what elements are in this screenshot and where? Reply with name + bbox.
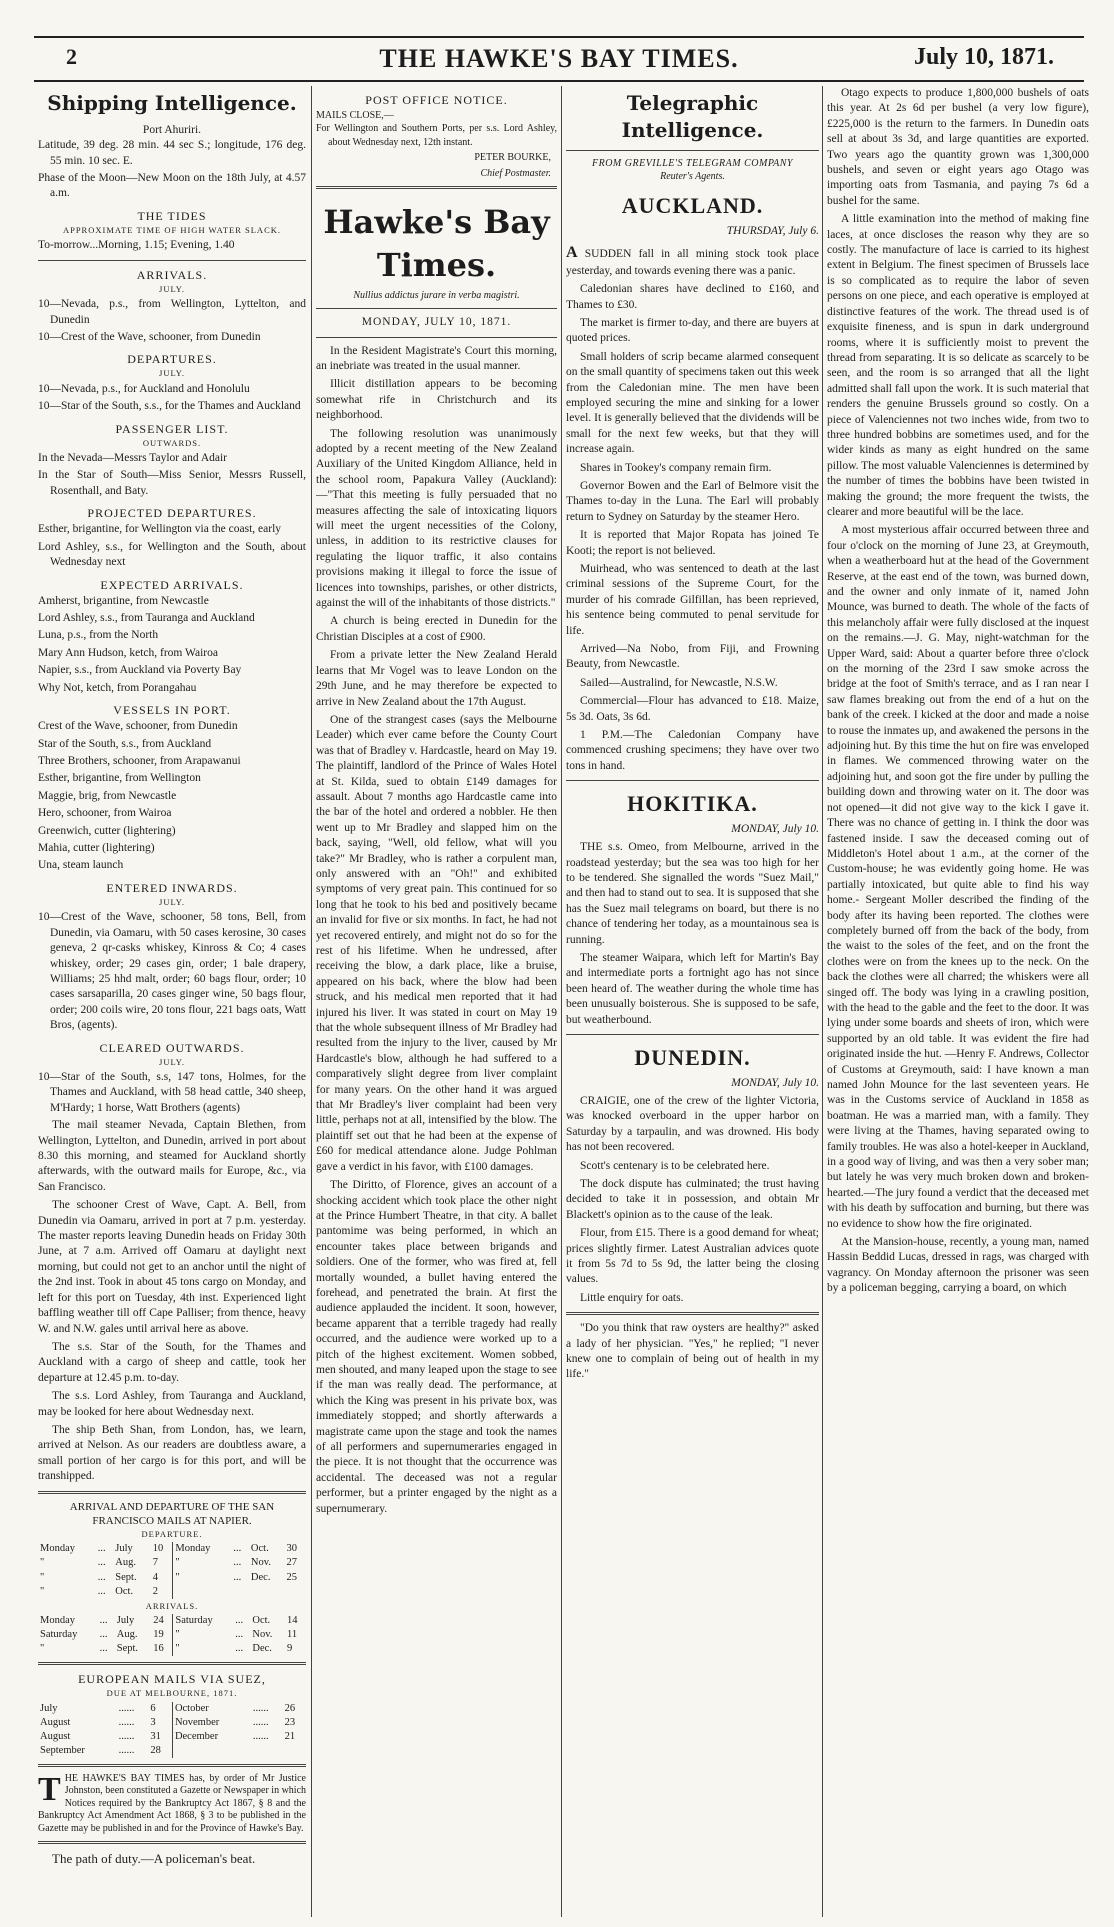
article-paragraph: One of the strangest cases (says the Melbourne Leader) which ever came before the County Court was that of Bradley v. Hardcastle, heard on May 19. The plaintiff, landlord of the Prince of Wales Hotel at St. Kilda, sued to obtain £149 damages for assault. About 7 months ago Hardcastle came into the bar of the hotel and ordered a nobbler. He then went up to Mr Bradley and slapped him on the back, saying, "Well, old fellow, what will you take?" Mr Bradley, who is rather a corpulent man, only answered with an "Oh!" and exhibited symptoms of very great pain. This continued for so long that he took to his bed and positively became an invalid for five or six months. In fact, he had not yet recovered entirely, and might not do so for the rest of his lifetime. When he undressed, after receiving the blow, a dark place, like a bruise, appeared on his back, where the blow had been struck, and his medical men reported that it had injured his liver. It was stated in court on May 19 that the whole subsequent illness of Mr Bradley had resulted from the injury to the liver, caused by Mr Hardcastle's blow, although he had suffered to a comparatively slight degree from liver complaint for many years. On the other hand it was argued that Mr Bradley's liver complaint had been very little, perhaps not at all, intensified by the blow. The plaintiff set out that he had been at the expense of £60 for medical attendance alone. Judge Pohlman gave a verdict in his favor, with £100 damages. — [316, 713, 557, 1173]
paper-nameplate: Hawke's Bay Times. — [323, 203, 550, 284]
latlong: Latitude, 39 deg. 28 min. 44 sec S.; longitude, 176 deg. 55 min. 10 sec. E. — [38, 139, 306, 167]
cell: ... — [97, 1557, 106, 1569]
list-item: Why Not, ketch, from Porangahau — [38, 681, 197, 694]
table-row — [38, 1642, 306, 1656]
cell: July — [115, 1543, 133, 1555]
list-item: Mary Ann Hudson, ketch, from Wairoa — [38, 646, 218, 659]
cell: ...... — [252, 1716, 269, 1728]
tides-heading: THE TIDES — [137, 208, 207, 223]
outwards-label: OUTWARDS. — [142, 437, 202, 448]
list-item: Esther, brigantine, for Wellington via the coast, early — [38, 523, 282, 536]
departures-heading: DEPARTURES. — [127, 352, 217, 367]
cell: ... — [235, 1615, 244, 1627]
cell — [231, 1585, 249, 1599]
dateline: MONDAY, July 10. — [731, 822, 819, 835]
news-paragraph: The ship Beth Shan, from London, has, we learn, arrived at Nelson. As our readers are doubtless aware, a small portion of her cargo is for this port, and will be transhipped. — [38, 1423, 306, 1483]
divider — [316, 186, 557, 189]
cell: 14 — [287, 1615, 298, 1627]
article-paragraph: At the Mansion-house, recently, a young man, named Hassin Beddid Lucas, dressed in rags, was charged with vagrancy. On Monday afternoon the prisoner was seen by a policeman begging, carrying a board, on which — [827, 1236, 1089, 1295]
table-row — [38, 1730, 306, 1744]
article-paragraph: Illicit distillation appears to be becoming somewhat rife in Christchurch and its neighborhood. — [316, 378, 557, 422]
projected-heading: PROJECTED DEPARTURES. — [87, 506, 257, 521]
divider — [566, 1312, 819, 1315]
cell: ... — [99, 1643, 108, 1655]
table-row — [38, 1702, 306, 1716]
telegram-paragraph — [566, 242, 819, 279]
cell: Oct. — [252, 1615, 271, 1627]
telegram-paragraph: Flour, from £15. There is a good demand for wheat; prices slightly firmer. Latest Australian advices quote it from 5s 7d to 5s 9d, the latter being the closing values. — [566, 1227, 819, 1286]
cell: 2 — [152, 1585, 158, 1597]
dateline: THURSDAY, July 6. — [726, 224, 819, 237]
cell: 30 — [286, 1543, 297, 1555]
city-heading-dunedin: DUNEDIN. — [634, 1045, 751, 1071]
list-item: Lord Ashley, s.s., from Tauranga and Auckland — [38, 612, 255, 625]
cell: ...... — [118, 1702, 135, 1714]
cell: Aug. — [115, 1557, 136, 1569]
oyster-joke: "Do you think that raw oysters are healthy?" asked a lady of her physician. "Yes," he replied; "I never knew one to complain of being out of health in my life." — [566, 1322, 819, 1381]
cell: 10 — [152, 1543, 164, 1555]
month-label: JULY. — [159, 368, 185, 379]
cell — [283, 1744, 306, 1758]
post-office-heading: POST OFFICE NOTICE. — [365, 93, 508, 107]
passenger-heading: PASSENGER LIST. — [115, 421, 229, 436]
telegram-paragraph: The steamer Waipara, which left for Martin's Bay and intermediate ports a fortnight ago has not since been heard of. The weather during the whole time has been unusually boisterous. She is supposed to be safe, but weatherbound. — [566, 952, 819, 1026]
mails-departure-label: DEPARTURE. — [141, 1529, 203, 1540]
list-item: Three Brothers, schooner, from Arapawanui — [38, 755, 241, 767]
cell: 28 — [150, 1744, 161, 1756]
article-paragraph: In the Resident Magistrate's Court this morning, an inebriate was treated in the usual manner. — [316, 344, 557, 372]
news-paragraph: The mail steamer Nevada, Captain Blethen, from Wellington, Lyttelton, and Dunedin, arrived in port about 8.30 this morning, and steamed for Auckland shortly afterwards, with the outward mails for Europe, &c., via San Francisco. — [38, 1119, 306, 1193]
telegram-paragraph: Shares in Tookey's company remain firm. — [580, 461, 772, 474]
cell: " — [40, 1643, 45, 1655]
list-item: Crest of the Wave, schooner, from Dunedin — [38, 720, 238, 733]
divider — [566, 1034, 819, 1035]
mails-departure-table — [38, 1542, 306, 1598]
cell — [284, 1585, 306, 1599]
mails-heading: ARRIVAL AND DEPARTURE OF THE SAN FRANCISCO MAILS AT NAPIER. — [69, 1500, 275, 1528]
section-header-shipping: Shipping Intelligence. — [47, 91, 297, 115]
masthead — [34, 44, 1084, 80]
post-office-text: For Wellington and Southern Ports, per s.s. Lord Ashley, about Wednesday next, 12th instant. — [316, 123, 557, 148]
column-general-news — [827, 86, 1089, 1917]
cell: " — [40, 1557, 45, 1569]
table-row — [38, 1556, 306, 1570]
masthead-rule — [34, 80, 1084, 82]
telegram-agents: Reuter's Agents. — [660, 170, 725, 182]
cell: ... — [233, 1557, 242, 1569]
cell: ... — [97, 1543, 106, 1555]
cell: Monday — [173, 1542, 231, 1556]
divider — [566, 780, 819, 781]
paper-motto: Nullius addictus jurare in verba magistri. — [353, 289, 520, 301]
dateline: MONDAY, July 10. — [731, 1076, 819, 1089]
entered-heading: ENTERED INWARDS. — [106, 880, 238, 895]
telegram-paragraph: Arrived—Na Nobo, from Fiji, and Frowning Beauty, from Newcastle. — [566, 643, 819, 671]
divider — [38, 1841, 306, 1844]
table-row — [38, 1571, 306, 1585]
cell: 3 — [150, 1716, 156, 1728]
telegram-paragraph: CRAIGIE, one of the crew of the lighter Victoria, was knocked overboard in the upper harbor on Saturday by a tarpaulin, and was drowned. His body has not been recovered. — [566, 1094, 819, 1154]
cell: ...... — [118, 1730, 135, 1742]
cell: 19 — [153, 1629, 164, 1641]
drop-cap: A — [566, 244, 578, 262]
cell: 7 — [152, 1557, 158, 1569]
cell: Sept. — [116, 1643, 139, 1655]
mails-arrivals-label: ARRIVALS. — [145, 1600, 199, 1611]
list-item: In the Nevada—Messrs Taylor and Adair — [38, 452, 228, 465]
moon-phase: Phase of the Moon—New Moon on the 18th July, at 4.57 a.m. — [38, 172, 306, 200]
cell — [249, 1585, 285, 1599]
cell: ... — [233, 1543, 242, 1555]
cell: 9 — [287, 1643, 293, 1655]
divider — [316, 337, 557, 338]
cell: ... — [97, 1571, 106, 1583]
cell: December — [172, 1730, 250, 1744]
suez-subheading: DUE AT MELBOURNE, 1871. — [106, 1688, 238, 1699]
cell: 16 — [153, 1643, 164, 1655]
telegram-paragraph: The dock dispute has culminated; the trust having decided to take it in possession, and obtain Mr Blackett's opinion as to the cause of the leak. — [566, 1177, 819, 1221]
news-paragraph: The s.s. Lord Ashley, from Tauranga and Auckland, may be looked for here about Wednesday next. — [38, 1390, 306, 1418]
gazette-notice — [38, 1770, 306, 1836]
cell: Monday — [40, 1543, 75, 1555]
article-paragraph: From a private letter the New Zealand Herald learns that Mr Vogel was to leave London on the 29th June, and he may therefore be expected to arrive in New Zealand about the 17th August. — [316, 649, 557, 708]
column-telegraphic — [566, 86, 819, 1917]
table-row — [38, 1614, 306, 1628]
mails-close: MAILS CLOSE,— — [316, 110, 394, 122]
cell: Oct. — [115, 1585, 134, 1597]
divider — [38, 1491, 306, 1494]
city-heading-hokitika: HOKITIKA. — [627, 791, 758, 817]
entered-item: 10—Crest of the Wave, schooner, 58 tons, Bell, from Dunedin, via Oamaru, with 50 cases kerosine, 30 cases geneva, 2 qr-casks whiskey, Kinross & Co; 4 cases whiskey, order; 29 cases gin, order; 1 bale drapery, Williams; 25 hhd malt, order; 60 bags flour, order; 10 cases sarsaparilla, 20 cases ginger wine, 50 bags flour, order; 200 coils wire, 20 tons flour, 221 bags oats, Watt Bros, (agents). — [38, 911, 306, 1032]
cell: ... — [235, 1629, 244, 1641]
cell: " — [173, 1628, 233, 1642]
issue-date-header: July 10, 1871. — [913, 44, 1054, 70]
tides-times: To-morrow...Morning, 1.15; Evening, 1.40 — [38, 239, 235, 252]
cell: " — [173, 1571, 231, 1585]
cell: " — [40, 1585, 45, 1597]
cell: ... — [99, 1615, 108, 1627]
cell: Nov. — [250, 1557, 271, 1569]
signature-title: Chief Postmaster. — [480, 167, 551, 179]
arrivals-heading: ARRIVALS. — [136, 267, 208, 282]
telegram-paragraph: The market is firmer to-day, and there are buyers at quoted prices. — [566, 316, 819, 345]
telegram-paragraph: It is reported that Major Ropata has joined Te Kooti; the report is not believed. — [566, 529, 819, 557]
top-rule — [34, 36, 1084, 38]
cell: Monday — [40, 1615, 75, 1627]
list-item: Greenwich, cutter (lightering) — [38, 824, 176, 837]
cell: Sept. — [115, 1571, 137, 1583]
cell: " — [40, 1571, 45, 1583]
list-item: 10—Star of the South, s.s., for the Thames and Auckland — [38, 400, 301, 413]
signature-name: PETER BOURKE, — [474, 152, 551, 164]
article-paragraph: The following resolution was unanimously adopted by a recent meeting of the New Zealand Auxiliary of the United Kingdom Alliance, held in the school room, Papakura Valley (Auckland):—"That this meeting is fully persuaded that no measures affecting the sale of intoxicating liquors will meet the urgent necessities of the Colony, unless, in addition to its restrictive clauses for regulating the liquor traffic, it also contains provisions making it illegal to force the issue of licences into townships, parishes, or other districts, against the will of the inhabitants of those districts." — [316, 427, 557, 610]
article-paragraph: A little examination into the method of making fine laces, at once discloses the reason why they are so costly. The manufacture of lace is carried to its highest extent in Belgium. The finest specimen of Brussels lace is so complicated as to require the labor of seven persons on one piece, and each operative is employed at distinctive features of the work. The thread used is of exquisite fineness, and is spun in dark underground rooms, where it is sufficiently moist to prevent the thread from separating. It is so delicate as scarcely to be seen, and the room is so arranged that all the light admitted shall fall upon the work. It is such material that renders the genuine Brussels ground so costly. On a piece of Valenciennes not two inches wide, from two to three hundred bobbins are sometimes used, and for the wider kinds as many as eight hundred on the same pillow. The most valuable Valenciennes is determined by the number of times the bobbins have been twisted in making the ground; the more frequent the twists, the clearer and more beautiful will be the lace. — [827, 213, 1089, 518]
suez-table — [38, 1702, 306, 1758]
telegram-paragraph: Muirhead, who was sentenced to death at the last criminal sessions of the Supreme Court, for the murder of his comrade Gilfillan, has been reprieved, his sentence being commuted to penal servitude for life. — [566, 563, 819, 637]
cell: ...... — [252, 1730, 269, 1742]
telegram-paragraph: THE s.s. Omeo, from Melbourne, arrived in the roadstead yesterday; but the sea was too high for her to be tendered. She signalled the words "Suez Mail," and then had to stand out to sea. It is supposed that she has the Suez mail telegrams on board, but there is no chance of tendering her today, as a mountainous sea is running. — [566, 841, 819, 946]
cell: ... — [97, 1585, 106, 1597]
list-item: Napier, s.s., from Auckland via Poverty Bay — [38, 664, 242, 677]
drop-cap: T — [38, 1770, 61, 1808]
article-paragraph: Otago expects to produce 1,800,000 bushels of oats this year. At 2s 6d per bushel (a very low figure), £225,000 is the return to the farmers. In Dunedin oats sell at about 3s 3d, and large quantities are exported. Two years ago the quantity grown was 1,300,000 bushels, and seven or eight years ago Otago was importing oats from Tasmania, and paying 7s 6d a bushel for the same. — [827, 87, 1089, 207]
month-label: JULY. — [159, 896, 185, 907]
list-item: Star of the South, s.s., from Auckland — [38, 737, 212, 750]
cell: Dec. — [250, 1571, 271, 1583]
table-row — [38, 1585, 306, 1599]
cell: 11 — [287, 1629, 298, 1641]
telegram-paragraph: 1 P.M.—The Caledonian Company have commenced crushing specimens; they have over two tons in hand. — [566, 729, 819, 772]
issue-date: MONDAY, JULY 10, 1871. — [361, 316, 512, 329]
cell: ... — [235, 1643, 244, 1655]
divider — [566, 150, 819, 151]
cell: August — [40, 1730, 71, 1742]
column-rule — [311, 86, 312, 1917]
column-rule — [561, 86, 562, 1917]
cell: Saturday — [40, 1629, 78, 1641]
suez-heading: EUROPEAN MAILS VIA SUEZ, — [78, 1672, 266, 1687]
list-item: Amherst, brigantine, from Newcastle — [38, 594, 209, 607]
telegram-paragraph: Caledonian shares have declined to £160, and Thames to £30. — [566, 283, 819, 311]
vessels-heading: VESSELS IN PORT. — [113, 703, 231, 718]
telegram-paragraph: Little enquiry for oats. — [580, 1291, 684, 1304]
table-row — [38, 1542, 306, 1556]
telegram-text: SUDDEN fall in all mining stock took place yesterday, and towards evening there was a panic. — [566, 248, 819, 277]
table-row — [38, 1744, 306, 1758]
month-label: JULY. — [159, 1056, 185, 1067]
list-item: Maggie, brig, from Newcastle — [38, 789, 177, 802]
cell: July — [40, 1702, 58, 1714]
cell: August — [40, 1716, 71, 1728]
list-item: Lord Ashley, s.s., for Wellington and the South, about Wednesday next — [38, 540, 306, 569]
list-item: 10—Nevada, p.s., for Auckland and Honolulu — [38, 382, 250, 395]
cell: 27 — [286, 1557, 297, 1569]
cell: 31 — [150, 1730, 161, 1742]
cell: Aug. — [116, 1629, 138, 1641]
section-header-telegraphic: Telegraphic Intelligence. — [621, 91, 764, 142]
city-heading-auckland: AUCKLAND. — [621, 193, 764, 219]
cell: Saturday — [173, 1614, 233, 1628]
column-editorial — [316, 86, 557, 1917]
cell: " — [173, 1642, 233, 1656]
list-item: In the Star of South—Miss Senior, Messrs Russell, Rosenthall, and Baty. — [38, 469, 306, 497]
mails-arrivals-table — [38, 1614, 306, 1656]
month-label: JULY. — [159, 283, 185, 294]
telegram-paragraph: Scott's centenary is to be celebrated here. — [580, 1159, 770, 1172]
column-shipping — [38, 86, 306, 1917]
article-paragraph: A church is being erected in Dunedin for the Christian Disciples at a cost of £900. — [316, 615, 557, 643]
divider — [38, 1662, 306, 1665]
telegram-paragraph: Governor Bowen and the Earl of Belmore visit the Thames to-day in the Luna. The Earl will probably return to Sydney on Saturday by the steamer Hero. — [566, 479, 819, 523]
table-row — [38, 1628, 306, 1642]
gazette-text: HE HAWKE'S BAY TIMES has, by order of Mr Justice Johnston, been constituted a Gazette or Newspaper in which Notices required by the Bankruptcy Act 1867, § 8 and the Bankruptcy Act Amendment Act 1868, § 3 to be published in the Gazette may be published in and for the Province of Hawke's Bay. — [38, 1772, 306, 1834]
divider — [38, 260, 306, 261]
port-name: Port Ahuriri. — [142, 123, 202, 136]
cell: ... — [233, 1571, 242, 1583]
telegram-source: FROM GREVILLE'S TELEGRAM COMPANY — [591, 157, 793, 169]
article-paragraph: The Diritto, of Florence, gives an account of a shocking accident which took place the other night at the Prince Humbert Theatre, in that city. A ballet pantomime was being performed, in which an encounter takes place between brigands and soldiers. One of the former, who was fired at, fell mortally wounded, a bullet having entered the forehead, and penetrated the brain. At first the audience applauded the incident. It soon, however, became apparent that a terrible tragedy had really occurred, and the audience were worked up to a pitch of the highest excitement. Women sobbed, men shouted, and many leaped upon the stage to see if the man was really dead. The performance, at which the King was present in his private box, was immediately stopped; and shortly afterwards a magistrate came upon the stage and took the names of all performers and supernumeraries engaged in the piece. It is not thought that the occurrence was accidental. The deceased was not a regular performer, but a printer engaged by the night as a supernumerary. — [316, 1179, 557, 1515]
cell: 21 — [284, 1730, 296, 1742]
cell: 24 — [153, 1615, 164, 1627]
cell: 26 — [284, 1702, 296, 1714]
telegram-paragraph: Commercial—Flour has advanced to £18. Maize, 5s 3d. Oats, 3s 6d. — [566, 695, 819, 723]
divider — [38, 1764, 306, 1767]
list-item: 10—Nevada, p.s., from Wellington, Lyttelton, and Dunedin — [38, 298, 306, 326]
cell: ...... — [252, 1702, 269, 1714]
list-item: 10—Crest of the Wave, schooner, from Dunedin — [38, 330, 261, 343]
cell: ...... — [118, 1744, 135, 1756]
list-item: Mahia, cutter (lightering) — [38, 842, 155, 855]
cell: September — [40, 1744, 85, 1756]
telegram-paragraph: Sailed—Australind, for Newcastle, N.S.W. — [580, 676, 778, 689]
cell — [251, 1744, 283, 1758]
cell: Oct. — [250, 1543, 269, 1555]
cleared-heading: CLEARED OUTWARDS. — [99, 1040, 245, 1055]
tides-subheading: APPROXIMATE TIME OF HIGH WATER SLACK. — [62, 224, 282, 235]
cleared-item: 10—Star of the South, s.s, 147 tons, Holmes, for the Thames and Auckland, with 58 head cattle, 340 sheep, M'Hardy; 1 horse, Watt Brothers (agents) — [38, 1071, 306, 1114]
expected-heading: EXPECTED ARRIVALS. — [100, 577, 244, 592]
telegram-paragraph: Small holders of scrip became alarmed consequent on the small quantity of specimens taken out this week from the Caledonian mine. The men have been employed securing the mine and sinking for a lower level. It is generally believed that the dividends will be small for the next few weeks, but that they will increase again. — [566, 350, 819, 456]
cell: Nov. — [252, 1629, 273, 1641]
cell: ... — [99, 1629, 108, 1641]
cell: November — [172, 1716, 250, 1730]
page-number: 2 — [66, 44, 77, 69]
divider — [316, 308, 557, 309]
news-paragraph: The s.s. Star of the South, for the Thames and Auckland with a cargo of sheep and cattle, took her departure at 12.45 p.m. to-day. — [38, 1340, 306, 1384]
cell — [172, 1744, 250, 1758]
cell: July — [116, 1615, 135, 1627]
cell: 23 — [284, 1716, 296, 1728]
cell — [173, 1585, 231, 1599]
cell: 4 — [152, 1571, 158, 1583]
news-paragraph: The schooner Crest of Wave, Capt. A. Bell, from Dunedin via Oamaru, arrived in port at 7 p.m. yesterday. The master reports leaving Dunedin heads on Friday 30th June, at 7 a.m. Arrived off Oamaru at daylight next morning, but could not get to an anchor until the night of the 2nd inst. Took in about 45 tons cargo on Monday, and left for this port on Tuesday, 4th inst. Experienced light baffling weather till off Cape Palliser; from thence, heavy W. and N.W. gales until arrival here as above. — [38, 1199, 306, 1335]
cell: ...... — [118, 1716, 135, 1728]
cell: 6 — [150, 1702, 156, 1714]
cell: 25 — [286, 1571, 297, 1583]
list-item: Hero, schooner, from Wairoa — [38, 807, 172, 820]
list-item: Luna, p.s., from the North — [38, 629, 159, 642]
cell: October — [172, 1702, 250, 1716]
newspaper-title: THE HAWKE'S BAY TIMES. — [379, 44, 739, 73]
article-paragraph: A most mysterious affair occurred between three and four o'clock on the morning of June 23, at Greymouth, when a weatherboard hut at the head of the Government Reserve, at the east end of the town, was burned down, and the owner and only inmate of it, named John Mounce, was burned to death. The whole of the facts of this melancholy affair were fully disclosed at the inquest on the remains.—J. G. May, night-watchman for the Upper Ward, said: About a quarter before three o'clock on the morning of the 23rd I saw smoke across the bridge at the foot of Smith's terrace, and as I ran near I saw flames breaking out from the end of a hut on the bank of the creek. I kicked at the door and made a noise to rouse the inmates up, and awakened the persons in the adjoining hut. By this time the hut on fire was enveloped in flames. We commenced throwing water on the adjoining hut, and soon got the fire under by pulling the building down and throwing water on it. The door was not opened—it did not give way to the kick I gave it. There was no chance of getting in. I think the door was fastened inside. I saw the deceased coming out of Middleton's Hotel about 1 a.m., at the corner of the Custom-house; he was evidently going home. He was partially intoxicated, but quite able to find his way home.- Sergeant Moller described the finding of the body after its having been reported. The clothes were completely burned off from the back of the body, from the waist to the soles of the feet, and on the front the clothes were on from the knees up to the neck. On the back the clothes were all charred; the whiskers were all singed off. The body was lying in a crawling position, with the head to the gable and the feet to the door. It was lying under some boards and sheets of iron, which were supported by an old table. It was evident the fire had originated inside the hut. —Henry F. Andrews, Collector of Customs at Greymouth, said: I have known a man named John Mounce for the last seventeen years. He was in the Customs service of Auckland in 1858 as boatman. He was a married man, with a family. They were living at the Thames, having separated owing to family troubles. He was also a hotel-keeper in Auckland, in a good way of living, and was then a very sober man; but lately he was very much broken down and broken-hearted.—The jury found a verdict that the deceased met with his death by suffocation and burning, but there was no evidence to show how the fire originated. — [827, 524, 1089, 1230]
cell: " — [173, 1556, 231, 1570]
list-item: Una, steam launch — [38, 859, 124, 872]
cell: Dec. — [252, 1643, 272, 1655]
filler-quip: The path of duty.—A policeman's beat. — [52, 1851, 256, 1867]
list-item: Esther, brigantine, from Wellington — [38, 772, 201, 785]
column-rule — [822, 86, 823, 1917]
table-row — [38, 1716, 306, 1730]
